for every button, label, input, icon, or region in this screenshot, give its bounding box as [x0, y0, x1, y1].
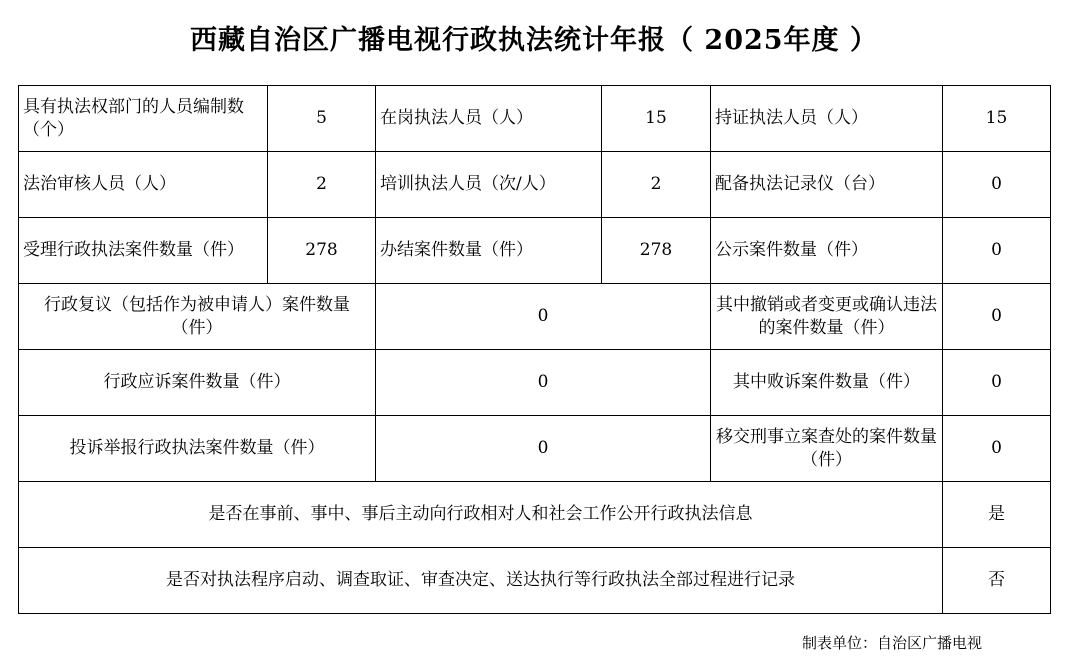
report-title: 西藏自治区广播电视行政执法统计年报（ 2025年度 ）: [190, 25, 878, 56]
trained-staff-value: 2: [602, 152, 711, 218]
table-row: [19, 482, 1051, 548]
staff-quota-label: 具有执法权部门的人员编制数（个）: [19, 86, 268, 152]
complaint-cases-label: 投诉举报行政执法案件数量（件）: [19, 416, 376, 482]
on-duty-staff-label: 在岗执法人员（人）: [376, 86, 602, 152]
certified-staff-label: 持证执法人员（人）: [711, 86, 943, 152]
trained-staff-label: 培训执法人员（次/人）: [376, 152, 602, 218]
published-cases-label: 公示案件数量（件）: [711, 218, 943, 284]
legal-review-staff-label: 法治审核人员（人）: [19, 152, 268, 218]
litigation-cases-value: 0: [376, 350, 711, 416]
on-duty-staff-value: 15: [602, 86, 711, 152]
table-row: [19, 284, 1051, 350]
revoked-cases-label: 其中撤销或者变更或确认违法的案件数量（件）: [711, 284, 943, 350]
accepted-cases-value: 278: [268, 218, 376, 284]
criminal-transfer-value: 0: [943, 416, 1051, 482]
table-row: [19, 218, 1051, 284]
table-row: [19, 152, 1051, 218]
reconsideration-cases-value: 0: [376, 284, 711, 350]
legal-review-staff-value: 2: [268, 152, 376, 218]
statistics-table: [18, 85, 1051, 614]
table-row: [19, 86, 1051, 152]
accepted-cases-label: 受理行政执法案件数量（件）: [19, 218, 268, 284]
process-record-question: 是否对执法程序启动、调查取证、审查决定、送达执行等行政执法全部过程进行记录: [19, 548, 943, 614]
info-disclosure-answer: 是: [943, 482, 1051, 548]
compiler-unit: 制表单位：自治区广播电视: [801, 634, 982, 652]
table-row: [19, 548, 1051, 614]
litigation-cases-label: 行政应诉案件数量（件）: [19, 350, 376, 416]
process-record-answer: 否: [943, 548, 1051, 614]
certified-staff-value: 15: [943, 86, 1051, 152]
table-row: [19, 416, 1051, 482]
closed-cases-value: 278: [602, 218, 711, 284]
table-row: [19, 350, 1051, 416]
lost-cases-label: 其中败诉案件数量（件）: [711, 350, 943, 416]
staff-quota-value: 5: [268, 86, 376, 152]
recorder-count-label: 配备执法记录仪（台）: [711, 152, 943, 218]
lost-cases-value: 0: [943, 350, 1051, 416]
recorder-count-value: 0: [943, 152, 1051, 218]
criminal-transfer-label: 移交刑事立案查处的案件数量（件）: [711, 416, 943, 482]
reconsideration-cases-label: 行政复议（包括作为被申请人）案件数量（件）: [19, 284, 376, 350]
info-disclosure-question: 是否在事前、事中、事后主动向行政相对人和社会工作公开行政执法信息: [19, 482, 943, 548]
complaint-cases-value: 0: [376, 416, 711, 482]
published-cases-value: 0: [943, 218, 1051, 284]
revoked-cases-value: 0: [943, 284, 1051, 350]
closed-cases-label: 办结案件数量（件）: [376, 218, 602, 284]
